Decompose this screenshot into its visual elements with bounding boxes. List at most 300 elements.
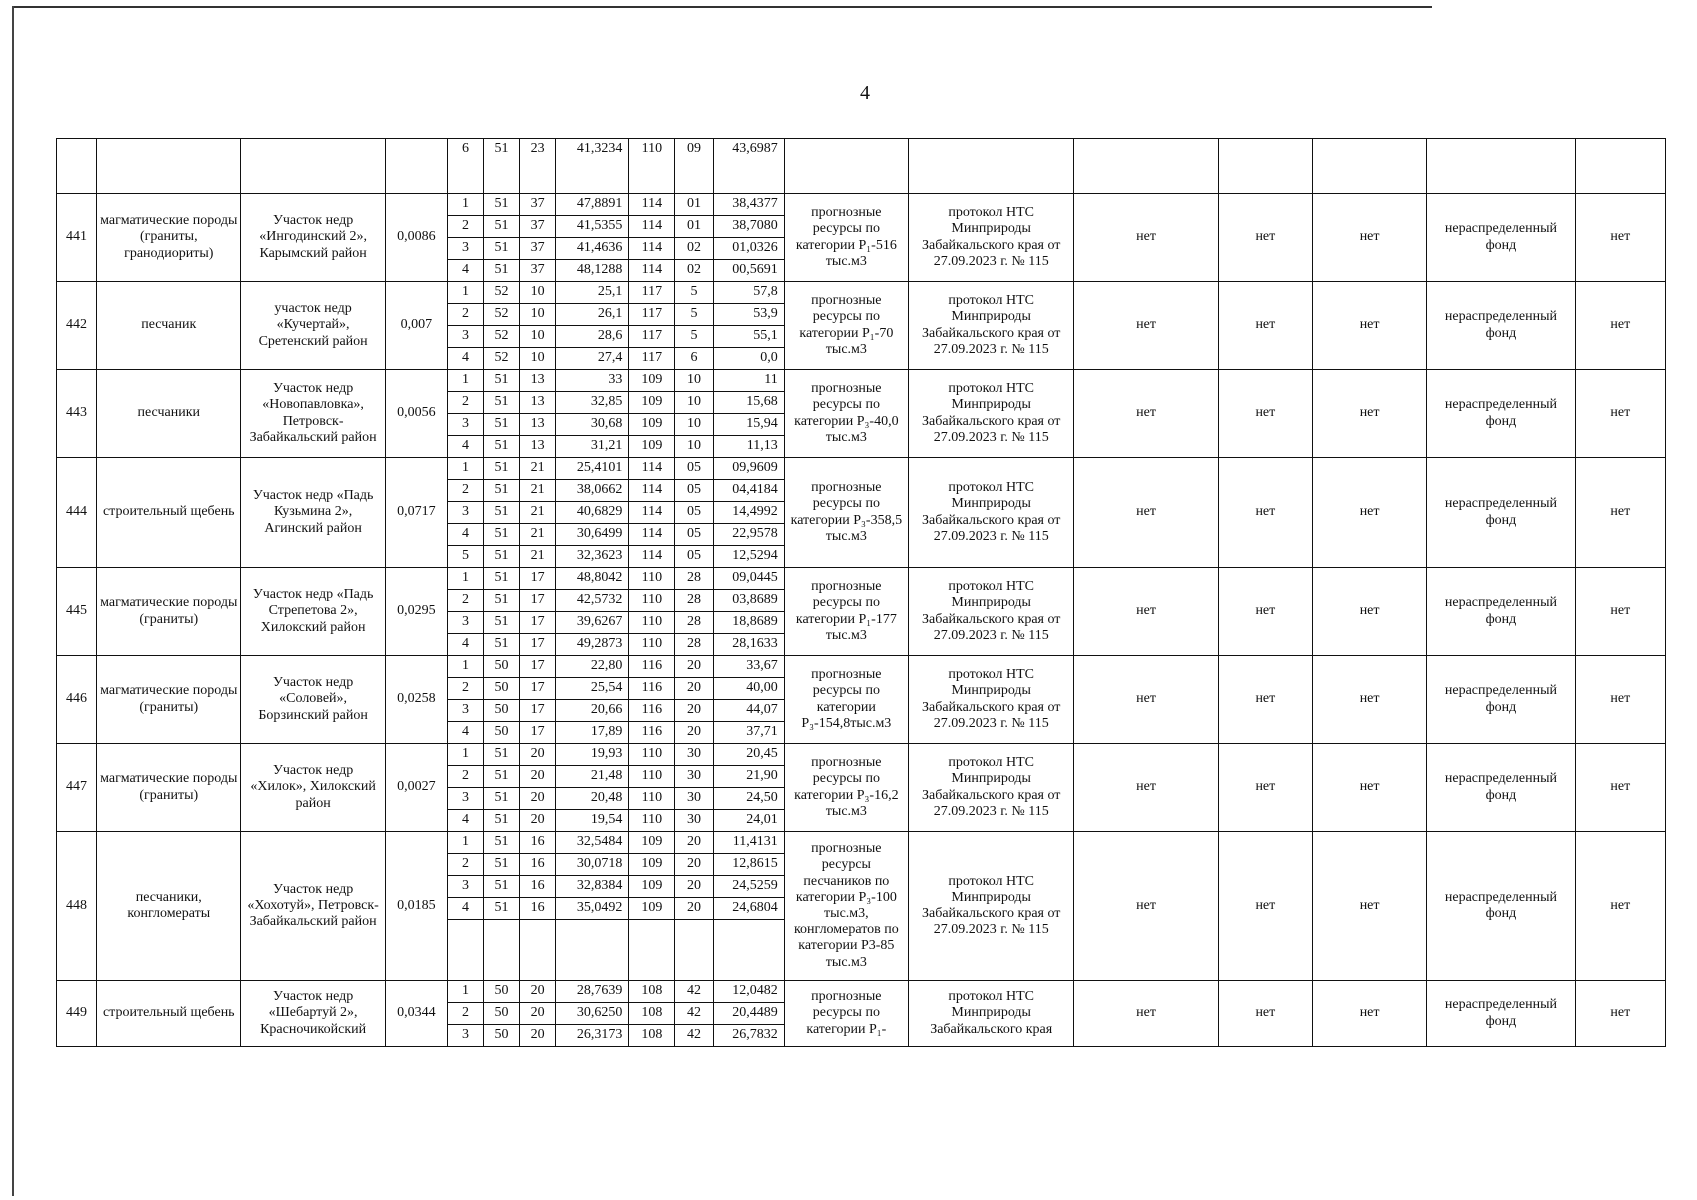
coord-lon-sec: 01,0326	[713, 238, 784, 260]
coord-lon-deg: 110	[629, 766, 675, 788]
mineral-type: магматические породы (граниты)	[97, 744, 241, 832]
coord-lon-min: 10	[675, 370, 713, 392]
coord-lon-sec: 22,9578	[713, 524, 784, 546]
coord-lon-sec: 20,45	[713, 744, 784, 766]
coord-lon-deg: 117	[629, 326, 675, 348]
resources-text: прогнозные ресурсы песчаников по категории P₃-100 тыс.м3, конгломератов по категории P3-85 тыс.м3	[784, 832, 908, 981]
flag-c: нет	[1312, 656, 1426, 744]
flag-d: нет	[1575, 458, 1665, 568]
coord-lat-min: 20	[520, 744, 556, 766]
coord-lat-deg: 51	[484, 854, 520, 876]
coord-lon-min: 02	[675, 260, 713, 282]
flag-c: нет	[1312, 370, 1426, 458]
fund-status: нераспределенный фонд	[1427, 370, 1575, 458]
record-id: 446	[57, 656, 97, 744]
coord-lon-sec: 38,7080	[713, 216, 784, 238]
mineral-type: строительный щебень	[97, 981, 241, 1047]
record-id: 447	[57, 744, 97, 832]
coord-filler-cell	[713, 920, 784, 981]
coord-lat-sec: 32,8384	[556, 876, 629, 898]
coord-lon-min: 05	[675, 524, 713, 546]
coord-lon-sec: 09,9609	[713, 458, 784, 480]
coord-lon-min: 20	[675, 898, 713, 920]
flag-d: нет	[1575, 744, 1665, 832]
coord-lon-sec: 37,71	[713, 722, 784, 744]
coord-lat-min: 20	[520, 810, 556, 832]
record-id: 443	[57, 370, 97, 458]
flag-a: нет	[1074, 370, 1218, 458]
coord-lon-deg: 110	[629, 568, 675, 590]
coord-lon-sec: 33,67	[713, 656, 784, 678]
flag-b: нет	[1218, 194, 1312, 282]
coord-lon-min: 5	[675, 304, 713, 326]
flag-d: нет	[1575, 568, 1665, 656]
coord-lat-sec: 40,6829	[556, 502, 629, 524]
coord-lat-min: 20	[520, 1003, 556, 1025]
site-name: Участок недр «Хилок», Хилокский район	[241, 744, 385, 832]
coord-lat-sec: 41,4636	[556, 238, 629, 260]
protocol-text: протокол НТС Минприроды Забайкальского края от 27.09.2023 г. № 115	[909, 194, 1074, 282]
coord-lat-min: 37	[520, 260, 556, 282]
record-id: 444	[57, 458, 97, 568]
subsoil-registry-table	[56, 138, 1666, 1047]
coord-lat-deg: 51	[484, 568, 520, 590]
site-name: Участок недр «Шебартуй 2», Красночикойский	[241, 981, 385, 1047]
flag-a: нет	[1074, 282, 1218, 370]
coord-lat-min: 17	[520, 568, 556, 590]
coord-filler-cell	[484, 920, 520, 981]
coord-lon-deg: 114	[629, 546, 675, 568]
coord-lon-sec: 24,50	[713, 788, 784, 810]
coord-lon-deg: 117	[629, 348, 675, 370]
coord-lat-sec: 48,8042	[556, 568, 629, 590]
coord-point: 2	[447, 590, 483, 612]
coord-lon-deg: 114	[629, 260, 675, 282]
fund-status: нераспределенный фонд	[1427, 568, 1575, 656]
coord-lat-deg: 51	[484, 590, 520, 612]
coord-lat-min: 21	[520, 546, 556, 568]
coord-lat-min: 21	[520, 502, 556, 524]
resources-text: прогнозные ресурсы по категории P₁-516 тыс.м3	[784, 194, 908, 282]
coord-lat-min: 17	[520, 612, 556, 634]
continuation-row	[57, 139, 1666, 194]
coord-lon-sec: 12,8615	[713, 854, 784, 876]
coord-lat-deg: 52	[484, 304, 520, 326]
flag-b: нет	[1218, 832, 1312, 981]
coord-lat-deg: 50	[484, 981, 520, 1003]
coord-lon-min: 20	[675, 876, 713, 898]
coord-lat-deg: 52	[484, 326, 520, 348]
coord-lat-deg: 52	[484, 282, 520, 304]
site-name: Участок недр «Ингодинский 2», Карымский район	[241, 194, 385, 282]
flag-d: нет	[1575, 194, 1665, 282]
coordinate-row	[57, 194, 1666, 216]
coord-lat-sec: 30,0718	[556, 854, 629, 876]
coord-lon-deg: 114	[629, 524, 675, 546]
coordinate-row	[57, 282, 1666, 304]
coord-lat-sec: 30,68	[556, 414, 629, 436]
coord-lon-sec: 00,5691	[713, 260, 784, 282]
coord-lat-deg: 51	[484, 458, 520, 480]
coord-lat-deg: 50	[484, 678, 520, 700]
coord-lon-deg: 109	[629, 414, 675, 436]
coord-lat-sec: 41,5355	[556, 216, 629, 238]
coord-lon-min: 30	[675, 744, 713, 766]
fund-status: нераспределенный фонд	[1427, 832, 1575, 981]
coord-lat-sec: 27,4	[556, 348, 629, 370]
coord-lat-deg: 51	[484, 634, 520, 656]
coord-filler-cell	[520, 920, 556, 981]
coord-lat-min: 13	[520, 370, 556, 392]
coord-lon-deg: 109	[629, 436, 675, 458]
coord-filler-cell	[556, 920, 629, 981]
flag-a: нет	[1074, 656, 1218, 744]
protocol-text: протокол НТС Минприроды Забайкальского края от 27.09.2023 г. № 115	[909, 282, 1074, 370]
coord-lat-sec: 25,4101	[556, 458, 629, 480]
coord-lat-deg: 51	[484, 392, 520, 414]
coordinate-row	[57, 832, 1666, 854]
coord-lat-min: 20	[520, 981, 556, 1003]
cont-lat-sec: 41,3234	[556, 139, 629, 194]
fund-status: нераспределенный фонд	[1427, 744, 1575, 832]
coord-lon-deg: 110	[629, 788, 675, 810]
mineral-type: магматические породы (граниты)	[97, 568, 241, 656]
coord-lon-deg: 108	[629, 981, 675, 1003]
coord-lon-sec: 28,1633	[713, 634, 784, 656]
coord-lon-min: 42	[675, 1003, 713, 1025]
coord-lon-sec: 03,8689	[713, 590, 784, 612]
coord-lon-min: 42	[675, 1025, 713, 1047]
coord-point: 2	[447, 392, 483, 414]
mineral-type: песчаники, конгломераты	[97, 832, 241, 981]
record-id: 442	[57, 282, 97, 370]
coord-lon-deg: 109	[629, 876, 675, 898]
coord-lon-min: 01	[675, 216, 713, 238]
coord-lat-min: 21	[520, 524, 556, 546]
coord-lon-deg: 116	[629, 678, 675, 700]
coord-lat-min: 17	[520, 700, 556, 722]
cont-empty-resources	[784, 139, 908, 194]
coord-lat-deg: 51	[484, 612, 520, 634]
coord-point: 4	[447, 260, 483, 282]
cont-empty-b	[1218, 139, 1312, 194]
coord-lat-deg: 52	[484, 348, 520, 370]
flag-c: нет	[1312, 194, 1426, 282]
flag-d: нет	[1575, 370, 1665, 458]
cont-lon-deg: 110	[629, 139, 675, 194]
coord-lat-sec: 32,3623	[556, 546, 629, 568]
coord-point: 4	[447, 524, 483, 546]
coord-lon-min: 10	[675, 392, 713, 414]
coord-lon-sec: 24,01	[713, 810, 784, 832]
coord-point: 3	[447, 238, 483, 260]
coord-lon-deg: 110	[629, 634, 675, 656]
coord-lon-deg: 114	[629, 238, 675, 260]
protocol-text: протокол НТС Минприроды Забайкальского края от 27.09.2023 г. № 115	[909, 568, 1074, 656]
coord-lat-sec: 30,6499	[556, 524, 629, 546]
coord-lat-deg: 51	[484, 260, 520, 282]
coord-point: 4	[447, 810, 483, 832]
coord-lon-sec: 04,4184	[713, 480, 784, 502]
coord-lon-deg: 109	[629, 392, 675, 414]
coord-lat-deg: 51	[484, 238, 520, 260]
coord-lat-deg: 51	[484, 744, 520, 766]
coord-lat-deg: 51	[484, 194, 520, 216]
protocol-text: протокол НТС Минприроды Забайкальского края от 27.09.2023 г. № 115	[909, 370, 1074, 458]
coord-lat-sec: 47,8891	[556, 194, 629, 216]
coord-lat-min: 20	[520, 1025, 556, 1047]
coord-lat-sec: 28,7639	[556, 981, 629, 1003]
coord-lat-deg: 50	[484, 700, 520, 722]
coord-lat-deg: 50	[484, 1003, 520, 1025]
coord-lat-deg: 51	[484, 876, 520, 898]
flag-c: нет	[1312, 458, 1426, 568]
protocol-text: протокол НТС Минприроды Забайкальского края от 27.09.2023 г. № 115	[909, 744, 1074, 832]
site-name: Участок недр «Новопавловка», Петровск-Забайкальский район	[241, 370, 385, 458]
coord-point: 1	[447, 981, 483, 1003]
resources-text: прогнозные ресурсы по категории P₃-154,8тыс.м3	[784, 656, 908, 744]
cont-lon-sec: 43,6987	[713, 139, 784, 194]
coord-lat-min: 17	[520, 634, 556, 656]
flag-c: нет	[1312, 832, 1426, 981]
coord-lon-sec: 44,07	[713, 700, 784, 722]
coord-lon-deg: 109	[629, 854, 675, 876]
cont-point: 6	[447, 139, 483, 194]
site-name: участок недр «Кучертай», Сретенский район	[241, 282, 385, 370]
coord-point: 1	[447, 194, 483, 216]
scan-edge-left	[12, 6, 14, 1196]
coord-lon-min: 28	[675, 612, 713, 634]
coord-lat-sec: 42,5732	[556, 590, 629, 612]
coord-lat-min: 37	[520, 216, 556, 238]
cont-empty-a	[1074, 139, 1218, 194]
flag-d: нет	[1575, 656, 1665, 744]
coord-lon-sec: 15,68	[713, 392, 784, 414]
coord-lon-min: 28	[675, 568, 713, 590]
coord-point: 3	[447, 700, 483, 722]
coord-lon-deg: 116	[629, 656, 675, 678]
coordinate-row	[57, 981, 1666, 1003]
coord-point: 3	[447, 876, 483, 898]
coord-lon-sec: 21,90	[713, 766, 784, 788]
flag-b: нет	[1218, 458, 1312, 568]
coord-lat-min: 10	[520, 282, 556, 304]
coord-lat-sec: 17,89	[556, 722, 629, 744]
coord-point: 1	[447, 744, 483, 766]
coord-filler-cell	[629, 920, 675, 981]
coord-lat-min: 20	[520, 788, 556, 810]
flag-c: нет	[1312, 568, 1426, 656]
flag-c: нет	[1312, 981, 1426, 1047]
scan-edge-top	[12, 6, 1432, 8]
flag-a: нет	[1074, 981, 1218, 1047]
coord-point: 3	[447, 502, 483, 524]
coord-lon-min: 30	[675, 766, 713, 788]
area-value: 0,0717	[385, 458, 447, 568]
coord-point: 3	[447, 326, 483, 348]
coord-lon-deg: 110	[629, 590, 675, 612]
coord-lat-sec: 21,48	[556, 766, 629, 788]
coord-lat-min: 17	[520, 590, 556, 612]
coord-lon-sec: 57,8	[713, 282, 784, 304]
coord-lat-min: 16	[520, 854, 556, 876]
coord-lat-deg: 51	[484, 502, 520, 524]
area-value: 0,0086	[385, 194, 447, 282]
coord-lat-min: 37	[520, 194, 556, 216]
coord-lat-deg: 51	[484, 370, 520, 392]
coord-point: 2	[447, 678, 483, 700]
coord-point: 4	[447, 348, 483, 370]
flag-d: нет	[1575, 282, 1665, 370]
record-id: 449	[57, 981, 97, 1047]
coord-lat-sec: 20,48	[556, 788, 629, 810]
coord-lat-min: 17	[520, 656, 556, 678]
coord-lon-min: 20	[675, 700, 713, 722]
coord-point: 2	[447, 854, 483, 876]
coord-point: 1	[447, 656, 483, 678]
cont-empty-fund	[1427, 139, 1575, 194]
coord-filler-cell	[675, 920, 713, 981]
coord-lon-sec: 24,5259	[713, 876, 784, 898]
flag-b: нет	[1218, 656, 1312, 744]
coord-lon-deg: 114	[629, 480, 675, 502]
fund-status: нераспределенный фонд	[1427, 282, 1575, 370]
coord-lat-sec: 26,1	[556, 304, 629, 326]
coord-lon-deg: 114	[629, 458, 675, 480]
record-id: 445	[57, 568, 97, 656]
coord-lat-deg: 51	[484, 546, 520, 568]
coord-lon-min: 10	[675, 436, 713, 458]
coord-lon-sec: 53,9	[713, 304, 784, 326]
protocol-text: протокол НТС Минприроды Забайкальского края от 27.09.2023 г. № 115	[909, 832, 1074, 981]
coord-lon-deg: 110	[629, 810, 675, 832]
coord-lon-min: 01	[675, 194, 713, 216]
coord-lon-min: 05	[675, 546, 713, 568]
coord-lat-deg: 51	[484, 832, 520, 854]
area-value: 0,0344	[385, 981, 447, 1047]
coord-lon-sec: 26,7832	[713, 1025, 784, 1047]
area-value: 0,0027	[385, 744, 447, 832]
coord-lon-deg: 110	[629, 612, 675, 634]
coord-lon-min: 30	[675, 788, 713, 810]
site-name: Участок недр «Соловей», Борзинский район	[241, 656, 385, 744]
coordinate-row	[57, 744, 1666, 766]
flag-b: нет	[1218, 568, 1312, 656]
coord-lon-deg: 108	[629, 1003, 675, 1025]
cont-empty-mineral	[97, 139, 241, 194]
registry-body	[57, 139, 1666, 1047]
coord-lat-deg: 51	[484, 414, 520, 436]
site-name: Участок недр «Падь Кузьмина 2», Агинский район	[241, 458, 385, 568]
cont-empty-site	[241, 139, 385, 194]
coord-point: 3	[447, 788, 483, 810]
coord-lat-min: 20	[520, 766, 556, 788]
coord-lon-deg: 109	[629, 370, 675, 392]
coord-lon-min: 05	[675, 480, 713, 502]
coord-lon-sec: 24,6804	[713, 898, 784, 920]
coord-lat-sec: 19,93	[556, 744, 629, 766]
coord-lat-min: 37	[520, 238, 556, 260]
fund-status: нераспределенный фонд	[1427, 981, 1575, 1047]
resources-text: прогнозные ресурсы по категории P₃-16,2 тыс.м3	[784, 744, 908, 832]
coord-lat-min: 10	[520, 348, 556, 370]
coord-lon-min: 20	[675, 854, 713, 876]
coord-lat-deg: 51	[484, 788, 520, 810]
coord-lat-min: 10	[520, 326, 556, 348]
flag-a: нет	[1074, 568, 1218, 656]
flag-b: нет	[1218, 282, 1312, 370]
coord-lat-deg: 51	[484, 436, 520, 458]
coord-lat-sec: 31,21	[556, 436, 629, 458]
coord-lon-deg: 117	[629, 304, 675, 326]
coord-point: 3	[447, 612, 483, 634]
coord-lon-min: 6	[675, 348, 713, 370]
coord-lon-sec: 18,8689	[713, 612, 784, 634]
cont-empty-c	[1312, 139, 1426, 194]
coord-lon-min: 20	[675, 656, 713, 678]
area-value: 0,0295	[385, 568, 447, 656]
coord-lat-deg: 51	[484, 216, 520, 238]
coord-point: 4	[447, 722, 483, 744]
coord-lon-deg: 117	[629, 282, 675, 304]
coord-lon-deg: 114	[629, 216, 675, 238]
coord-point: 1	[447, 832, 483, 854]
coord-lat-sec: 48,1288	[556, 260, 629, 282]
coord-point: 5	[447, 546, 483, 568]
coord-point: 2	[447, 216, 483, 238]
cont-empty-d	[1575, 139, 1665, 194]
coord-lat-sec: 22,80	[556, 656, 629, 678]
coord-lat-deg: 50	[484, 656, 520, 678]
coord-lat-sec: 38,0662	[556, 480, 629, 502]
coord-lon-deg: 116	[629, 700, 675, 722]
coord-lat-deg: 51	[484, 898, 520, 920]
coord-lat-sec: 25,54	[556, 678, 629, 700]
coord-lat-sec: 32,85	[556, 392, 629, 414]
mineral-type: песчаники	[97, 370, 241, 458]
record-id: 448	[57, 832, 97, 981]
mineral-type: строительный щебень	[97, 458, 241, 568]
coord-lon-min: 42	[675, 981, 713, 1003]
resources-text: прогнозные ресурсы по категории P₁-	[784, 981, 908, 1047]
coord-point: 2	[447, 1003, 483, 1025]
fund-status: нераспределенный фонд	[1427, 194, 1575, 282]
coord-point: 1	[447, 282, 483, 304]
coord-lat-deg: 51	[484, 524, 520, 546]
flag-b: нет	[1218, 370, 1312, 458]
coord-lat-deg: 51	[484, 480, 520, 502]
cont-empty-protocol	[909, 139, 1074, 194]
coord-lon-sec: 11,13	[713, 436, 784, 458]
coord-point: 4	[447, 634, 483, 656]
coord-lon-sec: 15,94	[713, 414, 784, 436]
coordinate-row	[57, 370, 1666, 392]
coordinate-row	[57, 656, 1666, 678]
coord-lon-sec: 38,4377	[713, 194, 784, 216]
coord-lat-sec: 39,6267	[556, 612, 629, 634]
site-name: Участок недр «Падь Стрепетова 2», Хилокский район	[241, 568, 385, 656]
protocol-text: протокол НТС Минприроды Забайкальского края от 27.09.2023 г. № 115	[909, 458, 1074, 568]
mineral-type: песчаник	[97, 282, 241, 370]
flag-a: нет	[1074, 832, 1218, 981]
coord-lat-deg: 50	[484, 722, 520, 744]
coord-lon-sec: 0,0	[713, 348, 784, 370]
coord-lon-sec: 12,0482	[713, 981, 784, 1003]
flag-b: нет	[1218, 981, 1312, 1047]
coord-point: 1	[447, 370, 483, 392]
coord-point: 3	[447, 414, 483, 436]
coord-lon-sec: 11	[713, 370, 784, 392]
